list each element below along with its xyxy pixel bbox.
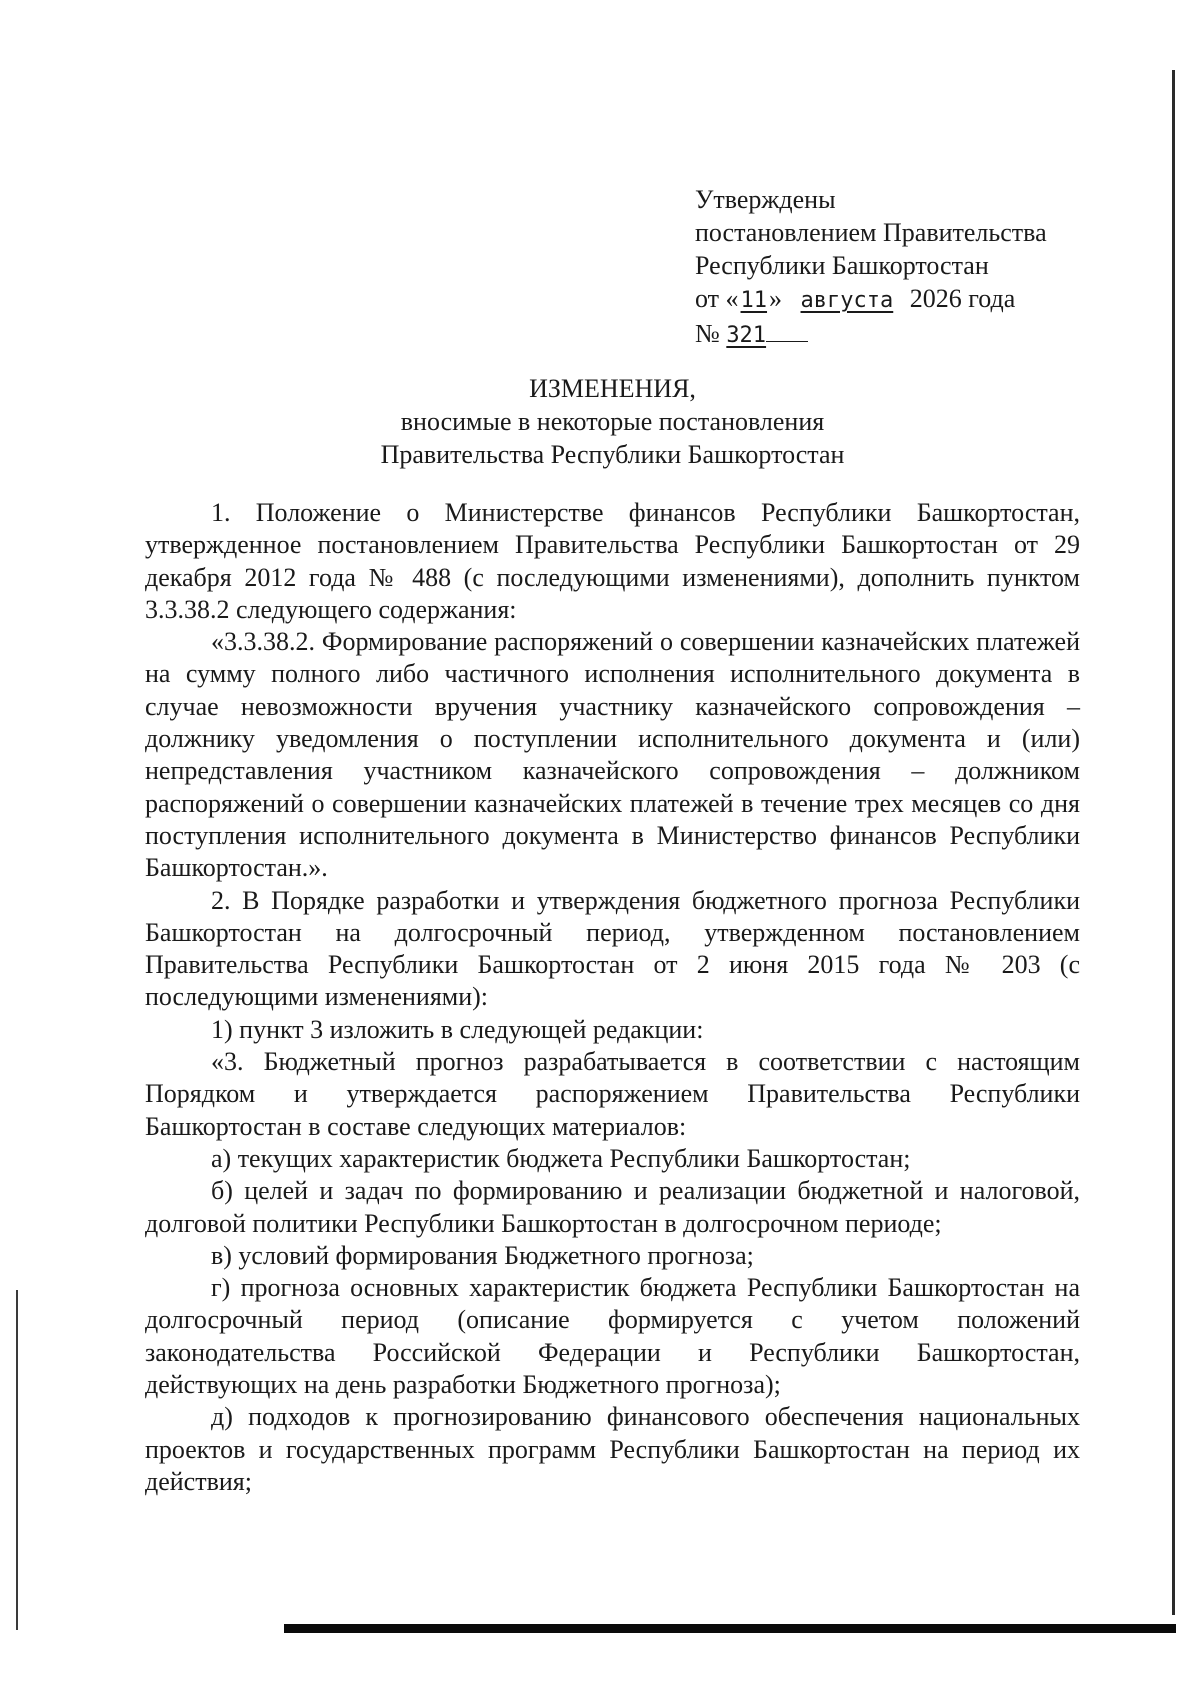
document-subtitle-line1: вносимые в некоторые постановления [400, 407, 825, 436]
paragraph-8: в) условий формирования Бюджетного прогноза; [211, 1240, 754, 1270]
approval-stamp-block [695, 183, 1155, 352]
approval-line-approved: Утверждены [695, 185, 836, 214]
approval-date-line [695, 282, 1155, 317]
paragraph-9: г) прогноза основных характеристик бюджета Республики Башкортостан на долгосрочный период (описание формируется с учетом положений законодательства Российской Федерации и Республики Башкортостан, действующих на день разработки Бюджетного прогноза); [145, 1273, 1080, 1400]
paragraph-1: 1. Положение о Министерстве финансов Республики Башкортостан, утвержденное постановлением Правительства Республики Башкортостан от 29 декабря 2012 года № 488 (с последующими изменениями), дополнить пунктом 3.3.38.2 следующего содержания: [145, 498, 1080, 624]
scan-edge-left [16, 1290, 18, 1630]
paragraph-4: 1) пункт 3 изложить в следующей редакции: [211, 1014, 704, 1044]
document-body [145, 497, 1080, 1498]
date-day: 11 [740, 288, 768, 313]
document-subtitle-line2: Правительства Республики Башкортостан [380, 440, 845, 469]
document-number: 321 [726, 323, 767, 348]
scan-edge-bottom [284, 1624, 1176, 1633]
approval-line-resolution: постановлением Правительства [695, 218, 1047, 247]
date-quote-close: » [769, 284, 783, 313]
paragraph-2: «3.3.38.2. Формирование распоряжений о совершении казначейских платежей на сумму полного либо частичного исполнения исполнительного документа в случае невозможности вручения участнику казначейского сопровождения – должнику уведомления о поступлении исполнительного документа и (или) непредставления участником казначейского сопровождения – должником распоряжений о совершении казначейских платежей в течение трех месяцев со дня поступления исполнительного документа в Министерство финансов Республики Башкортостан.». [145, 627, 1080, 883]
approval-line-republic: Республики Башкортостан [695, 251, 989, 280]
scan-edge-right [1172, 70, 1175, 1615]
date-prefix: от « [695, 284, 739, 313]
date-month: августа [800, 288, 894, 313]
document-heading [145, 372, 1080, 471]
document-title: ИЗМЕНЕНИЯ, [529, 374, 696, 403]
paragraph-10: д) подходов к прогнозированию финансового обеспечения национальных проектов и государственных программ Республики Башкортостан на период их действия; [145, 1402, 1080, 1496]
paragraph-6: а) текущих характеристик бюджета Республики Башкортостан; [211, 1143, 911, 1173]
approval-number-line [695, 317, 1155, 352]
paragraph-5: «3. Бюджетный прогноз разрабатывается в соответствии с настоящим Порядком и утверждается распоряжением Правительства Республики Башкортостан в составе следующих материалов: [145, 1047, 1080, 1141]
date-year: 2026 года [909, 284, 1016, 313]
paragraph-7: б) целей и задач по формированию и реализации бюджетной и налоговой, долговой политики Республики Башкортостан в долгосрочном периоде; [145, 1176, 1080, 1238]
paragraph-3: 2. В Порядке разработки и утверждения бюджетного прогноза Республики Башкортостан на долгосрочный период, утвержденном постановлением Правительства Республики Башкортостан от 2 июня 2015 года № 203 (с последующими изменениями): [145, 885, 1080, 1012]
number-prefix: № [695, 319, 720, 348]
number-underline [766, 340, 808, 342]
